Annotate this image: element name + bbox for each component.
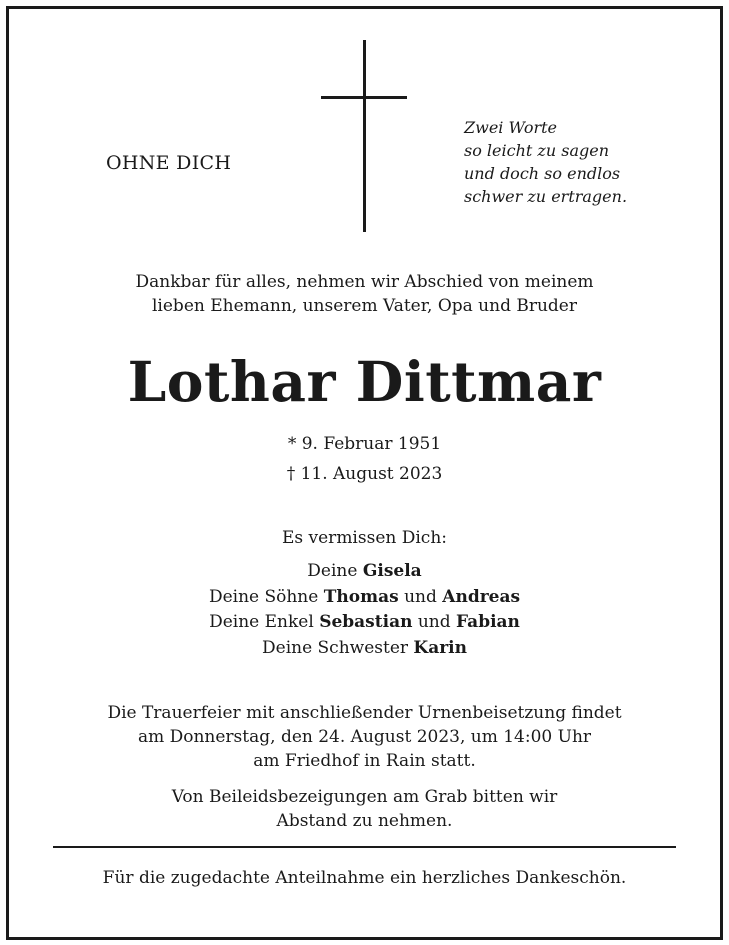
life-dates <box>0 429 729 489</box>
condolence-line: Von Beileidsbezeigungen am Grab bitten wir <box>171 787 558 807</box>
mourner-relation: Deine Enkel <box>209 612 320 632</box>
mourner-name: Thomas <box>323 586 399 607</box>
death-date: † 11. August 2023 <box>286 464 443 484</box>
mourners-title: Es vermissen Dich: <box>281 528 447 548</box>
service-line: am Friedhof in Rain statt. <box>253 751 476 771</box>
birth-date: * 9. Februar 1951 <box>287 434 442 454</box>
mourner-name: Andreas <box>442 586 521 607</box>
mourner-line <box>0 585 729 611</box>
ohne-dich-heading: OHNE DICH <box>106 152 232 174</box>
poem-line: so leicht zu sagen <box>464 141 609 160</box>
mourner-line <box>0 636 729 662</box>
mourner-name: Sebastian <box>319 612 413 632</box>
mourner-relation: Deine Schwester <box>262 637 414 658</box>
deceased-name: Lothar Dittmar <box>127 349 602 414</box>
mourner-joiner: und <box>398 586 443 607</box>
condolence-request <box>0 785 729 833</box>
mourners-list <box>0 559 729 661</box>
cross-icon <box>363 40 366 232</box>
divider <box>53 846 676 848</box>
service-line: Die Trauerfeier mit anschließender Urnenbeisetzung findet <box>107 703 622 723</box>
poem <box>464 116 627 208</box>
poem-line: Zwei Worte <box>464 118 558 137</box>
poem-line: und doch so endlos <box>464 164 621 183</box>
service-line: am Donnerstag, den 24. August 2023, um 14:00 Uhr <box>137 727 592 747</box>
intro-line: Dankbar für alles, nehmen wir Abschied von meinem <box>135 272 594 292</box>
intro-line: lieben Ehemann, unserem Vater, Opa und Bruder <box>152 296 577 316</box>
mourner-name: Karin <box>413 637 467 658</box>
mourner-name: Fabian <box>456 612 520 632</box>
mourner-relation: Deine Söhne <box>208 586 324 607</box>
intro-text <box>0 270 729 318</box>
mourner-joiner: und <box>412 612 457 632</box>
poem-line: schwer zu ertragen. <box>464 187 628 206</box>
condolence-line: Abstand zu nehmen. <box>276 811 453 831</box>
mourner-relation: Deine <box>307 561 363 581</box>
cross-icon-crossbar <box>321 96 407 99</box>
service-info <box>0 701 729 773</box>
thanks-text: Für die zugedachte Anteilnahme ein herzliches Dankeschön. <box>102 868 627 888</box>
mourner-line <box>0 559 729 585</box>
mourner-line <box>0 610 729 636</box>
mourner-name: Gisela <box>362 561 422 581</box>
